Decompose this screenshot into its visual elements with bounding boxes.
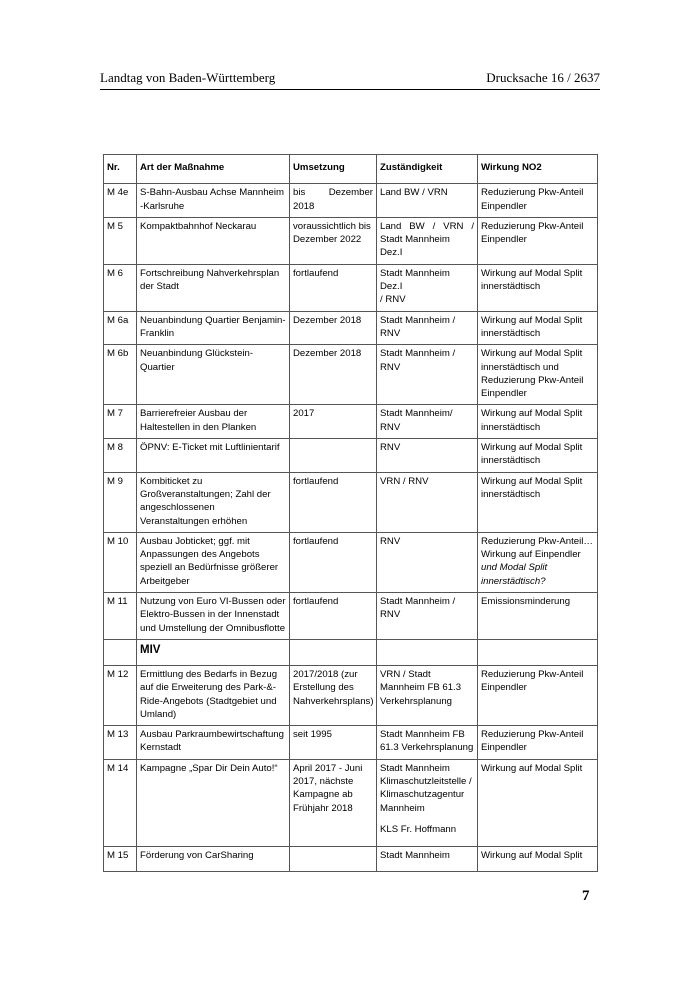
cell-nr: M 6a [104,311,137,345]
cell-nr: M 7 [104,405,137,439]
table-row [104,665,598,725]
cell-wirkung: Reduzierung Pkw-Anteil Einpendler [478,217,598,264]
table-row [104,532,598,592]
cell-zustaendigkeit: Stadt Mannheim/ RNV [377,405,478,439]
cell-umsetzung: fortlaufend [290,264,377,311]
cell-nr: M 6b [104,345,137,405]
cell-art: S-Bahn-Ausbau Achse Mannheim -Karlsruhe [137,184,290,218]
cell-zustaendigkeit: RNV [377,439,478,473]
table-row [104,593,598,640]
cell-nr: M 5 [104,217,137,264]
cell-zustaendigkeit: VRN / RNV [377,472,478,532]
cell-umsetzung: April 2017 - Juni 2017, nächste Kampagne ab Frühjahr 2018 [290,759,377,846]
cell-zustaendigkeit [377,639,478,665]
cell-zustaendigkeit: Stadt Mannheim / RNV [377,345,478,405]
section-title-cell [137,639,290,665]
table-row [104,759,598,846]
cell-wirkung: Wirkung auf Modal Split innerstädtisch und Reduzierung Pkw-Anteil Einpendler [478,345,598,405]
cell-umsetzung: seit 1995 [290,726,377,760]
table-row [104,345,598,405]
cell-art: Kombiticket zu Großveranstaltungen; Zahl der angeschlossenen Veranstaltungen erhöhen [137,472,290,532]
header-document-number: Drucksache 16 / 2637 [486,70,600,85]
cell-nr: M 14 [104,759,137,846]
table-header-row [104,155,598,184]
cell-zustaendigkeit: Stadt Mannheim / RNV [377,311,478,345]
cell-wirkung: Wirkung auf Modal Split innerstädtisch [478,405,598,439]
cell-zustaendigkeit: RNV [377,532,478,592]
cell-zustaendigkeit-contact: KLS Fr. Hoffmann [380,823,457,835]
cell-nr: M 4e [104,184,137,218]
cell-zustaendigkeit: Land BW / VRN [377,184,478,218]
measures-table [103,154,598,872]
cell-umsetzung-line [293,186,373,199]
cell-art: Nutzung von Euro VI-Bussen oder Elektro-Bussen in der Innenstadt und Umstellung der Omnibusflotte [137,593,290,640]
table-row [104,264,598,311]
cell-zustaendigkeit [377,264,478,311]
cell-art: Ausbau Parkraumbewirtschaftung Kernstadt [137,726,290,760]
cell-zustaendigkeit-line: Stadt Mannheim Dez.I [380,234,450,259]
table-row [104,847,598,872]
cell-umsetzung [290,184,377,218]
table-row [104,184,598,218]
cell-wirkung: Wirkung auf Modal Split innerstädtisch [478,264,598,311]
table-row [104,439,598,473]
cell-zustaendigkeit: VRN / Stadt Mannheim FB 61.3 Verkehrsplanung [377,665,478,725]
cell-nr: M 6 [104,264,137,311]
cell-wirkung: Reduzierung Pkw-Anteil Einpendler [478,665,598,725]
cell-art: Neuanbindung Glückstein-Quartier [137,345,290,405]
cell-zustaendigkeit: Stadt Mannheim / RNV [377,593,478,640]
cell-zustaendigkeit-text: Stadt Mannheim Klimaschutzleitstelle / Klimaschutzagentur Mannheim [380,762,472,814]
cell-nr [104,639,137,665]
table-row [104,472,598,532]
cell-umsetzung: Dezember 2018 [290,311,377,345]
table-row [104,217,598,264]
column-header-wirkung: Wirkung NO2 [478,155,598,184]
column-header-umsetzung: Umsetzung [290,155,377,184]
column-header-nr: Nr. [104,155,137,184]
cell-umsetzung [290,439,377,473]
cell-wirkung [478,639,598,665]
cell-art: Fortschreibung Nahverkehrsplan der Stadt [137,264,290,311]
cell-umsetzung: Dezember 2018 [290,345,377,405]
cell-zustaendigkeit-line: Land BW / VRN / [380,220,474,232]
cell-umsetzung-word: bis [293,187,306,199]
cell-art: Förderung von CarSharing [137,847,290,872]
column-header-zustaendigkeit: Zuständigkeit [377,155,478,184]
cell-umsetzung-word: Dezember [328,187,373,199]
cell-umsetzung: 2017 [290,405,377,439]
page-header [100,70,600,90]
cell-umsetzung [290,639,377,665]
cell-art: Barrierefreier Ausbau der Haltestellen in den Planken [137,405,290,439]
cell-wirkung: Wirkung auf Modal Split innerstädtisch [478,311,598,345]
cell-wirkung: Wirkung auf Modal Split innerstädtisch [478,439,598,473]
cell-art: Kompaktbahnhof Neckarau [137,217,290,264]
table-row [104,311,598,345]
cell-art: Kampagne „Spar Dir Dein Auto!“ [137,759,290,846]
cell-zustaendigkeit: Stadt Mannheim FB 61.3 Verkehrsplanung [377,726,478,760]
cell-art: ÖPNV: E-Ticket mit Luftlinientarif [137,439,290,473]
cell-wirkung: Wirkung auf Modal Split [478,759,598,846]
cell-umsetzung [290,847,377,872]
cell-umsetzung-line: 2018 [293,200,315,212]
cell-wirkung: Reduzierung Pkw-Anteil Einpendler [478,184,598,218]
cell-umsetzung: 2017/2018 (zur Erstellung des Nahverkehrsplans) [290,665,377,725]
cell-wirkung: Emissionsminderung [478,593,598,640]
cell-nr: M 12 [104,665,137,725]
section-title: MIV [140,643,161,656]
cell-wirkung: Wirkung auf Modal Split [478,847,598,872]
cell-umsetzung: fortlaufend [290,532,377,592]
cell-umsetzung: fortlaufend [290,593,377,640]
cell-wirkung: Reduzierung Pkw-Anteil Einpendler [478,726,598,760]
cell-wirkung-italic-text: und Modal Split innerstädtisch? [481,562,548,587]
cell-art: Ausbau Jobticket; ggf. mit Anpassungen des Angebots speziell an Bedürfnisse größerer Arbeitgeber [137,532,290,592]
table-row [104,405,598,439]
cell-zustaendigkeit [377,759,478,846]
cell-nr: M 8 [104,439,137,473]
cell-wirkung [478,532,598,592]
cell-zustaendigkeit-line: Stadt Mannheim Dez.I [380,267,450,293]
cell-wirkung: Wirkung auf Modal Split innerstädtisch [478,472,598,532]
column-header-art: Art der Maßnahme [137,155,290,184]
cell-nr: M 10 [104,532,137,592]
section-row [104,639,598,665]
cell-umsetzung: voraussichtlich bis Dezember 2022 [290,217,377,264]
cell-nr: M 9 [104,472,137,532]
cell-zustaendigkeit-line: / RNV [380,294,406,306]
header-left-title: Landtag von Baden-Württemberg [100,70,276,85]
cell-nr: M 11 [104,593,137,640]
cell-art: Ermittlung des Bedarfs in Bezug auf die Erweiterung des Park-&-Ride-Angebots (Stadtgebiet und Umland) [137,665,290,725]
cell-nr: M 13 [104,726,137,760]
cell-art: Neuanbindung Quartier Benjamin-Franklin [137,311,290,345]
table-row [104,726,598,760]
page-number: 7 [582,888,590,904]
cell-zustaendigkeit: Stadt Mannheim [377,847,478,872]
cell-wirkung-text: Reduzierung Pkw-Anteil…Wirkung auf Einpendler [481,535,593,561]
cell-zustaendigkeit [377,217,478,264]
cell-nr: M 15 [104,847,137,872]
cell-umsetzung: fortlaufend [290,472,377,532]
